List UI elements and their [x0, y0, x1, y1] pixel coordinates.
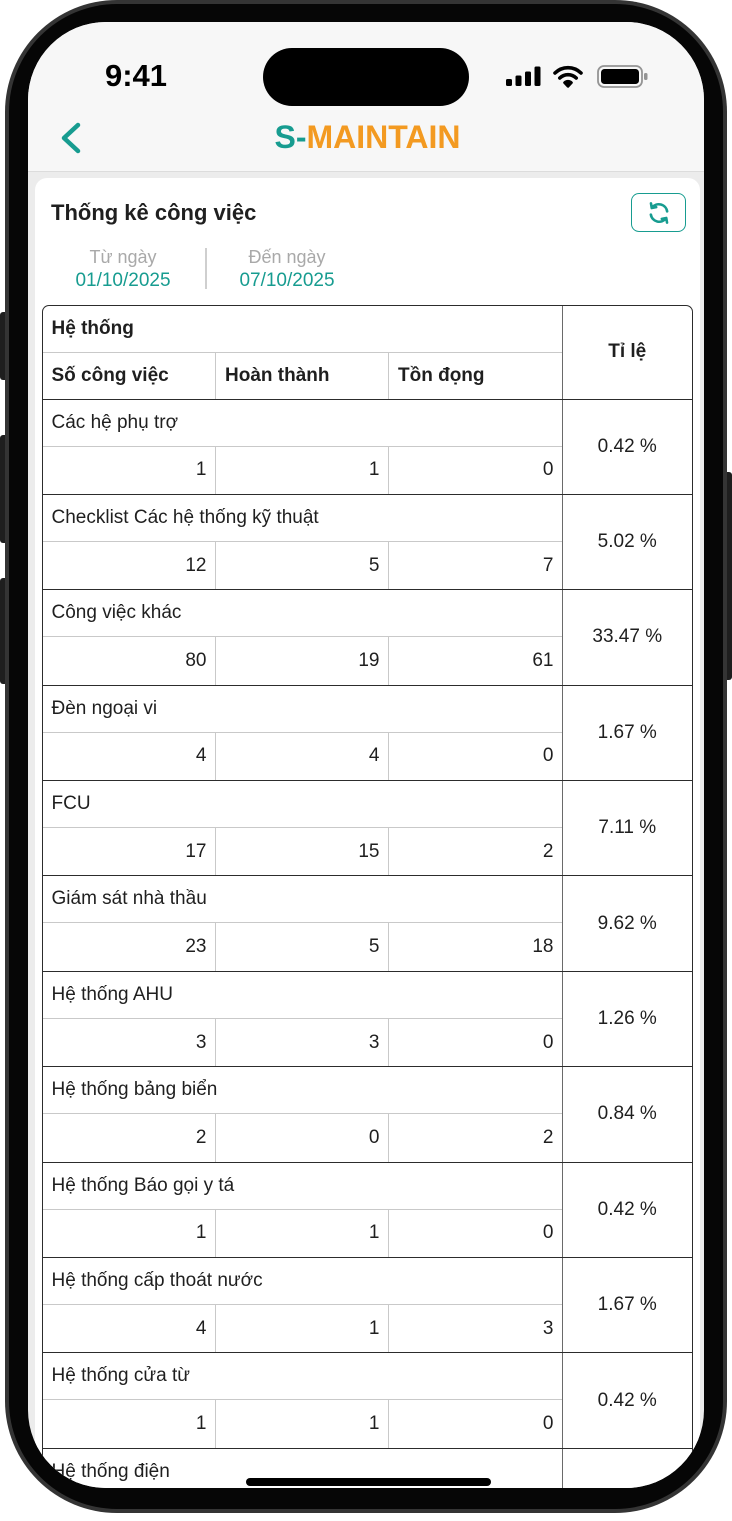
- app-header: [28, 22, 704, 172]
- row-number-cells: [43, 733, 562, 780]
- row-completed-count: 3: [216, 1019, 389, 1066]
- row-system-name: Hệ thống điện: [43, 1449, 562, 1488]
- row-total-count: 23: [43, 923, 216, 970]
- row-counts-area: [43, 1163, 563, 1257]
- header-pending: Tồn đọng: [398, 364, 485, 386]
- row-counts-area: [43, 400, 563, 494]
- row-pending-count: 0: [542, 459, 554, 481]
- row-counts-area: [43, 1067, 563, 1161]
- row-counts-area: [43, 781, 563, 875]
- date-from-field[interactable]: [53, 244, 193, 293]
- table-row: [43, 1067, 692, 1162]
- row-ratio: 0.42 %: [597, 435, 657, 457]
- row-system-name: Hệ thống Báo gọi y tá: [43, 1163, 562, 1210]
- header-completed: Hoàn thành: [216, 353, 389, 399]
- row-total-count: 4: [43, 733, 216, 780]
- row-pending-count: 0: [542, 1222, 554, 1244]
- row-pending-count: 0: [542, 745, 554, 767]
- phone-screen: [28, 22, 704, 1488]
- wifi-icon: [552, 64, 584, 88]
- row-system-name: FCU: [43, 781, 562, 828]
- table-row: [43, 1163, 692, 1258]
- table-row: [43, 1258, 692, 1353]
- refresh-button[interactable]: [631, 193, 686, 232]
- row-number-cells: [43, 1210, 562, 1257]
- row-ratio: 0.42 %: [597, 1198, 657, 1220]
- header-subcolumns: [43, 353, 562, 399]
- date-from-label: Từ ngày: [89, 247, 157, 267]
- row-number-cells: [43, 1305, 562, 1352]
- table-row: [43, 1353, 692, 1448]
- row-completed-count: 1: [216, 1305, 389, 1352]
- row-total-count: 1: [43, 1400, 216, 1447]
- row-total-count: 4: [43, 1305, 216, 1352]
- row-counts-area: [43, 590, 563, 684]
- row-completed-count: 19: [216, 637, 389, 684]
- row-pending-count: 7: [542, 554, 554, 576]
- home-indicator: [246, 1478, 491, 1486]
- row-counts-area: [43, 495, 563, 589]
- row-total-count: 80: [43, 637, 216, 684]
- battery-icon: [597, 65, 649, 88]
- row-system-name: Hệ thống AHU: [43, 972, 562, 1019]
- row-system-name: Đèn ngoại vi: [43, 686, 562, 733]
- row-total-count: 3: [43, 1019, 216, 1066]
- row-total-count: 12: [43, 542, 216, 589]
- row-pending-count: 2: [542, 840, 554, 862]
- date-from-value: 01/10/2025: [75, 270, 171, 291]
- dynamic-island: [263, 48, 469, 106]
- table-row: [43, 686, 692, 781]
- stats-table: [42, 305, 693, 1488]
- table-row: [43, 400, 692, 495]
- row-ratio: 1.67 %: [597, 1294, 657, 1316]
- table-row: [43, 590, 692, 685]
- row-completed-count: 1: [216, 1400, 389, 1447]
- date-to-label: Đến ngày: [248, 247, 326, 267]
- row-system-name: Các hệ phụ trợ: [43, 400, 562, 447]
- row-completed-count: 5: [216, 542, 389, 589]
- header-ratio: Tỉ lệ: [608, 341, 647, 363]
- cellular-signal-icon: [506, 66, 541, 86]
- row-ratio: 1.67 %: [597, 721, 657, 743]
- date-divider: [205, 248, 207, 289]
- row-completed-count: 1: [216, 447, 389, 494]
- row-total-count: 1: [43, 1210, 216, 1257]
- header-counts-area: [43, 306, 563, 399]
- header-total: Số công việc: [43, 353, 216, 399]
- table-row: [43, 876, 692, 971]
- row-counts-area: [43, 876, 563, 970]
- row-completed-count: 15: [216, 828, 389, 875]
- row-number-cells: [43, 1019, 562, 1066]
- table-row: [43, 972, 692, 1067]
- row-system-name: Hệ thống bảng biển: [43, 1067, 562, 1114]
- refresh-icon: [646, 200, 672, 226]
- row-completed-count: 1: [216, 1210, 389, 1257]
- row-pending-count: 61: [532, 649, 554, 671]
- row-total-count: 17: [43, 828, 216, 875]
- statistics-card: [35, 178, 700, 1488]
- row-ratio: 33.47 %: [592, 626, 663, 648]
- date-to-value: 07/10/2025: [239, 270, 335, 291]
- status-time: 9:41: [104, 58, 168, 93]
- table-row: [43, 781, 692, 876]
- row-system-name: Giám sát nhà thầu: [43, 876, 562, 923]
- row-pending-count: 3: [542, 1317, 554, 1339]
- row-number-cells: [43, 1400, 562, 1447]
- logo-prefix: S-: [274, 119, 307, 155]
- row-pending-count: 0: [542, 1031, 554, 1053]
- row-number-cells: [43, 637, 562, 684]
- row-completed-count: 5: [216, 923, 389, 970]
- row-completed-count: 4: [216, 733, 389, 780]
- row-counts-area: [43, 1258, 563, 1352]
- row-ratio: 0.84 %: [597, 1103, 657, 1125]
- row-ratio: 1.26 %: [597, 1008, 657, 1030]
- row-pending-count: 0: [542, 1413, 554, 1435]
- row-counts-area: [43, 686, 563, 780]
- table-header: [43, 306, 692, 400]
- row-ratio: 9.62 %: [597, 912, 657, 934]
- row-total-count: 2: [43, 1114, 216, 1161]
- row-pending-count: 2: [542, 1126, 554, 1148]
- app-logo: [28, 121, 704, 153]
- row-completed-count: 0: [216, 1114, 389, 1161]
- row-pending-count: 18: [532, 936, 554, 958]
- row-total-count: 1: [43, 447, 216, 494]
- header-system: Hệ thống: [43, 306, 562, 353]
- logo-name: MAINTAIN: [306, 119, 461, 155]
- row-ratio: 0.42 %: [597, 1389, 657, 1411]
- row-number-cells: [43, 828, 562, 875]
- row-counts-area: [43, 972, 563, 1066]
- row-system-name: Hệ thống cửa từ: [43, 1353, 562, 1400]
- table-row: [43, 495, 692, 590]
- row-ratio: 7.11 %: [598, 817, 657, 839]
- row-counts-area: [43, 1353, 563, 1447]
- row-number-cells: [43, 542, 562, 589]
- row-ratio: [563, 1449, 693, 1488]
- row-system-name: Công việc khác: [43, 590, 562, 637]
- row-system-name: Hệ thống cấp thoát nước: [43, 1258, 562, 1305]
- row-number-cells: [43, 1114, 562, 1161]
- row-number-cells: [43, 447, 562, 494]
- page-title: Thống kê công việc: [51, 200, 257, 225]
- row-ratio: 5.02 %: [597, 531, 657, 553]
- row-system-name: Checklist Các hệ thống kỹ thuật: [43, 495, 562, 542]
- date-to-field[interactable]: [217, 244, 357, 293]
- row-number-cells: [43, 923, 562, 970]
